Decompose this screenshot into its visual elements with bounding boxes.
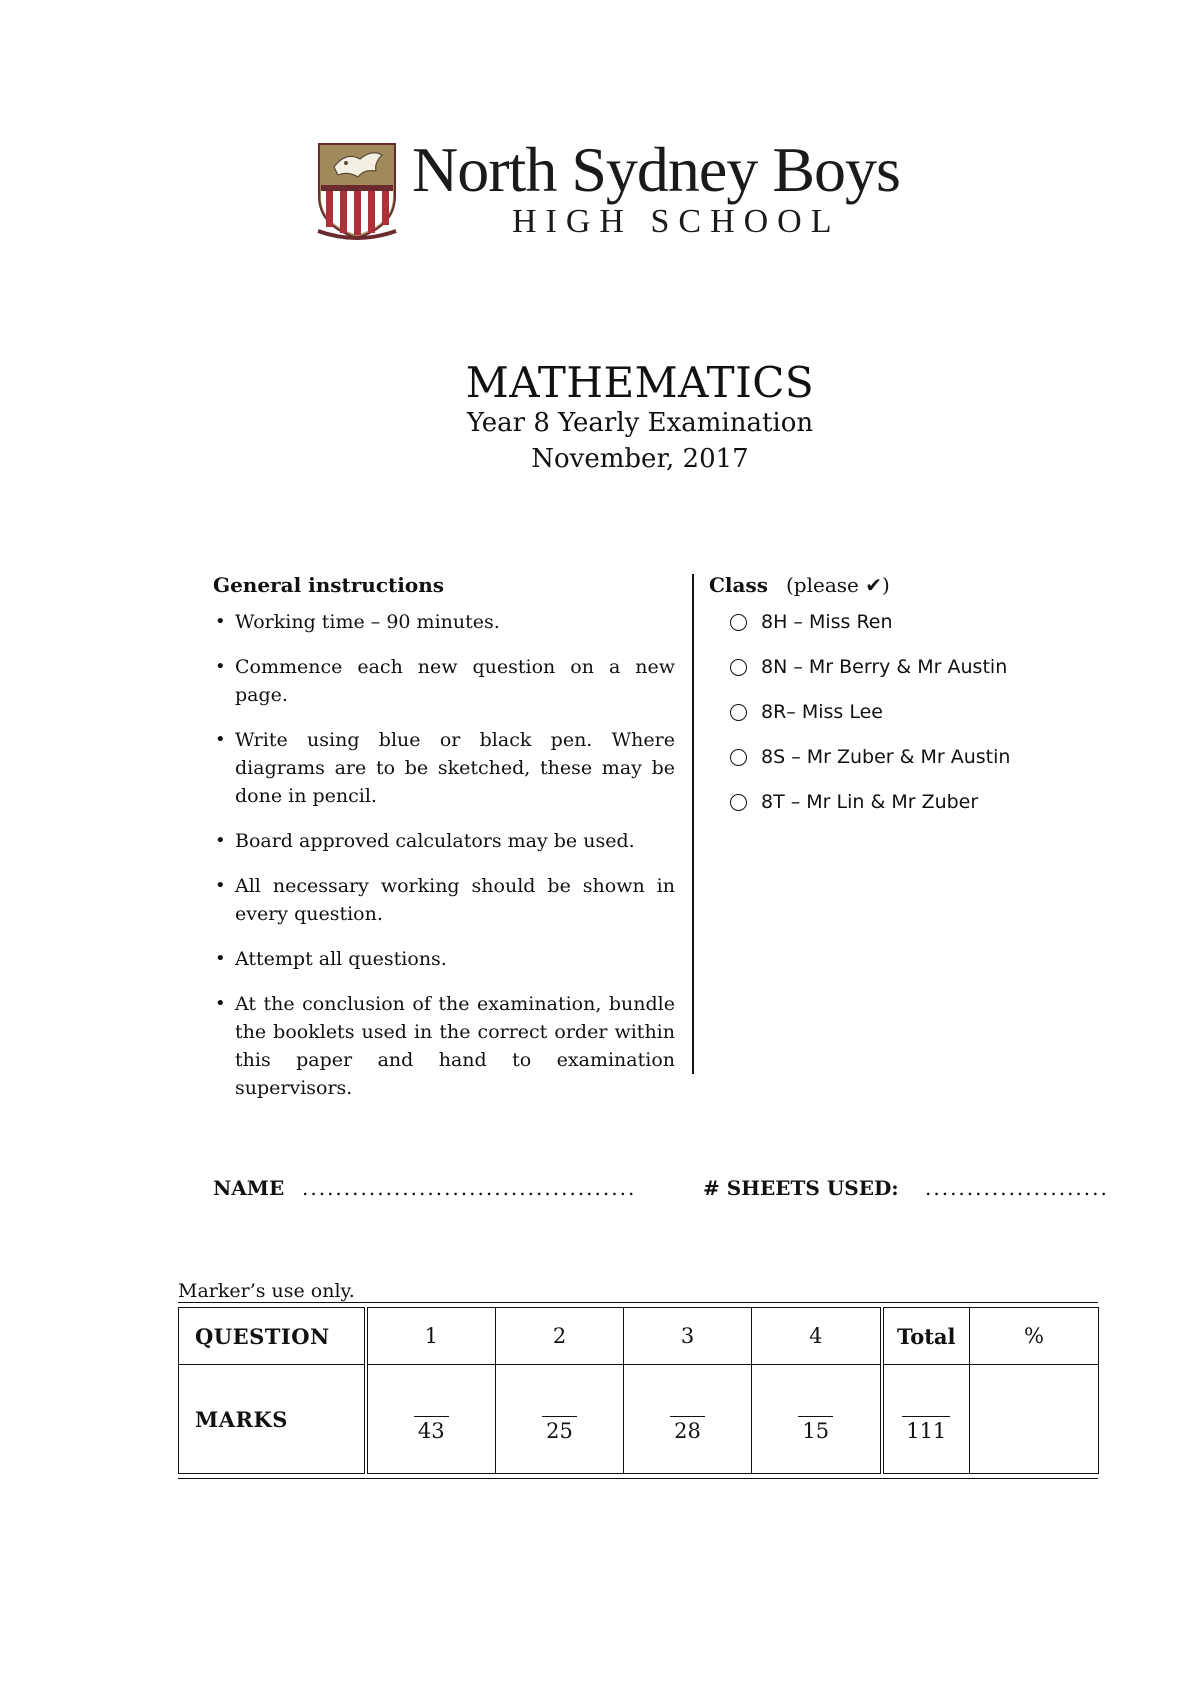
instruction-item: • Board approved calculators may be used.	[213, 827, 675, 855]
class-option-8h[interactable]	[730, 608, 1010, 636]
class-heading	[709, 573, 890, 597]
school-subtitle: HIGH SCHOOL	[512, 203, 841, 240]
question-number: 2	[496, 1308, 624, 1365]
marks-cell-q1[interactable]	[366, 1365, 496, 1474]
name-label: NAME	[213, 1176, 285, 1200]
marker-note: Marker’s use only.	[178, 1280, 355, 1302]
class-option-label: 8H – Miss Ren	[761, 611, 893, 633]
instruction-item: • Attempt all questions.	[213, 945, 675, 973]
class-hint: (please ✔)	[786, 573, 890, 597]
sheets-used-label: # SHEETS USED:	[703, 1176, 899, 1200]
instruction-item: • At the conclusion of the examination, bundle the booklets used in the correct order within this paper and hand to examination supervisors.	[213, 990, 675, 1102]
out-of-value: 43	[414, 1416, 449, 1443]
class-option-8n[interactable]	[730, 653, 1010, 681]
instruction-item: • Write using blue or black pen. Where diagrams are to be sketched, these may be done in pencil.	[213, 726, 675, 810]
class-option-label: 8T – Mr Lin & Mr Zuber	[761, 791, 979, 813]
school-crest-logo	[316, 141, 398, 241]
class-option-8r[interactable]	[730, 698, 1010, 726]
out-of-value: 25	[542, 1416, 577, 1443]
table-top-rule	[178, 1302, 1098, 1303]
subject-title: MATHEMATICS	[465, 358, 815, 407]
class-option-label: 8S – Mr Zuber & Mr Austin	[761, 746, 1011, 768]
sheets-used-field[interactable]: ......................	[925, 1176, 1109, 1200]
marks-label: MARKS	[179, 1365, 366, 1474]
marks-cell-q2[interactable]	[496, 1365, 624, 1474]
class-option-8s[interactable]	[730, 743, 1010, 771]
marks-cell-q3[interactable]	[624, 1365, 752, 1474]
question-number: 1	[366, 1308, 496, 1365]
exam-title: Year 8 Yearly Examination	[466, 408, 814, 438]
instruction-item: • Working time – 90 minutes.	[213, 608, 675, 636]
exam-date: November, 2017	[531, 444, 749, 474]
table-header-row	[179, 1308, 1099, 1365]
marks-table	[178, 1307, 1099, 1474]
question-label: QUESTION	[179, 1308, 366, 1365]
class-option-label: 8N – Mr Berry & Mr Austin	[761, 656, 1008, 678]
name-field[interactable]: ........................................	[302, 1176, 637, 1200]
total-out-of-value: 111	[902, 1416, 950, 1443]
marks-table-wrapper	[178, 1302, 1098, 1479]
instructions-heading: General instructions	[213, 573, 444, 597]
school-name: North Sydney Boys	[412, 134, 900, 205]
instruction-item: • All necessary working should be shown in every question.	[213, 872, 675, 928]
class-option-8t[interactable]	[730, 788, 1010, 816]
total-label: Total	[882, 1308, 970, 1365]
out-of-value: 28	[670, 1416, 705, 1443]
table-marks-row	[179, 1365, 1099, 1474]
instructions-list	[213, 608, 675, 1119]
radio-circle-icon[interactable]	[730, 704, 747, 721]
class-label: Class	[709, 573, 768, 597]
column-divider	[692, 574, 694, 1074]
class-option-label: 8R– Miss Lee	[761, 701, 883, 723]
percent-label: %	[970, 1308, 1099, 1365]
marks-cell-q4[interactable]	[752, 1365, 882, 1474]
radio-circle-icon[interactable]	[730, 749, 747, 766]
marks-cell-percent[interactable]	[970, 1365, 1099, 1474]
question-number: 4	[752, 1308, 882, 1365]
radio-circle-icon[interactable]	[730, 794, 747, 811]
out-of-value: 15	[798, 1416, 833, 1443]
question-number: 3	[624, 1308, 752, 1365]
instruction-item: • Commence each new question on a new page.	[213, 653, 675, 709]
class-options	[730, 608, 1010, 833]
radio-circle-icon[interactable]	[730, 659, 747, 676]
marks-cell-total[interactable]	[882, 1365, 970, 1474]
radio-circle-icon[interactable]	[730, 614, 747, 631]
table-bottom-rule	[178, 1478, 1098, 1479]
